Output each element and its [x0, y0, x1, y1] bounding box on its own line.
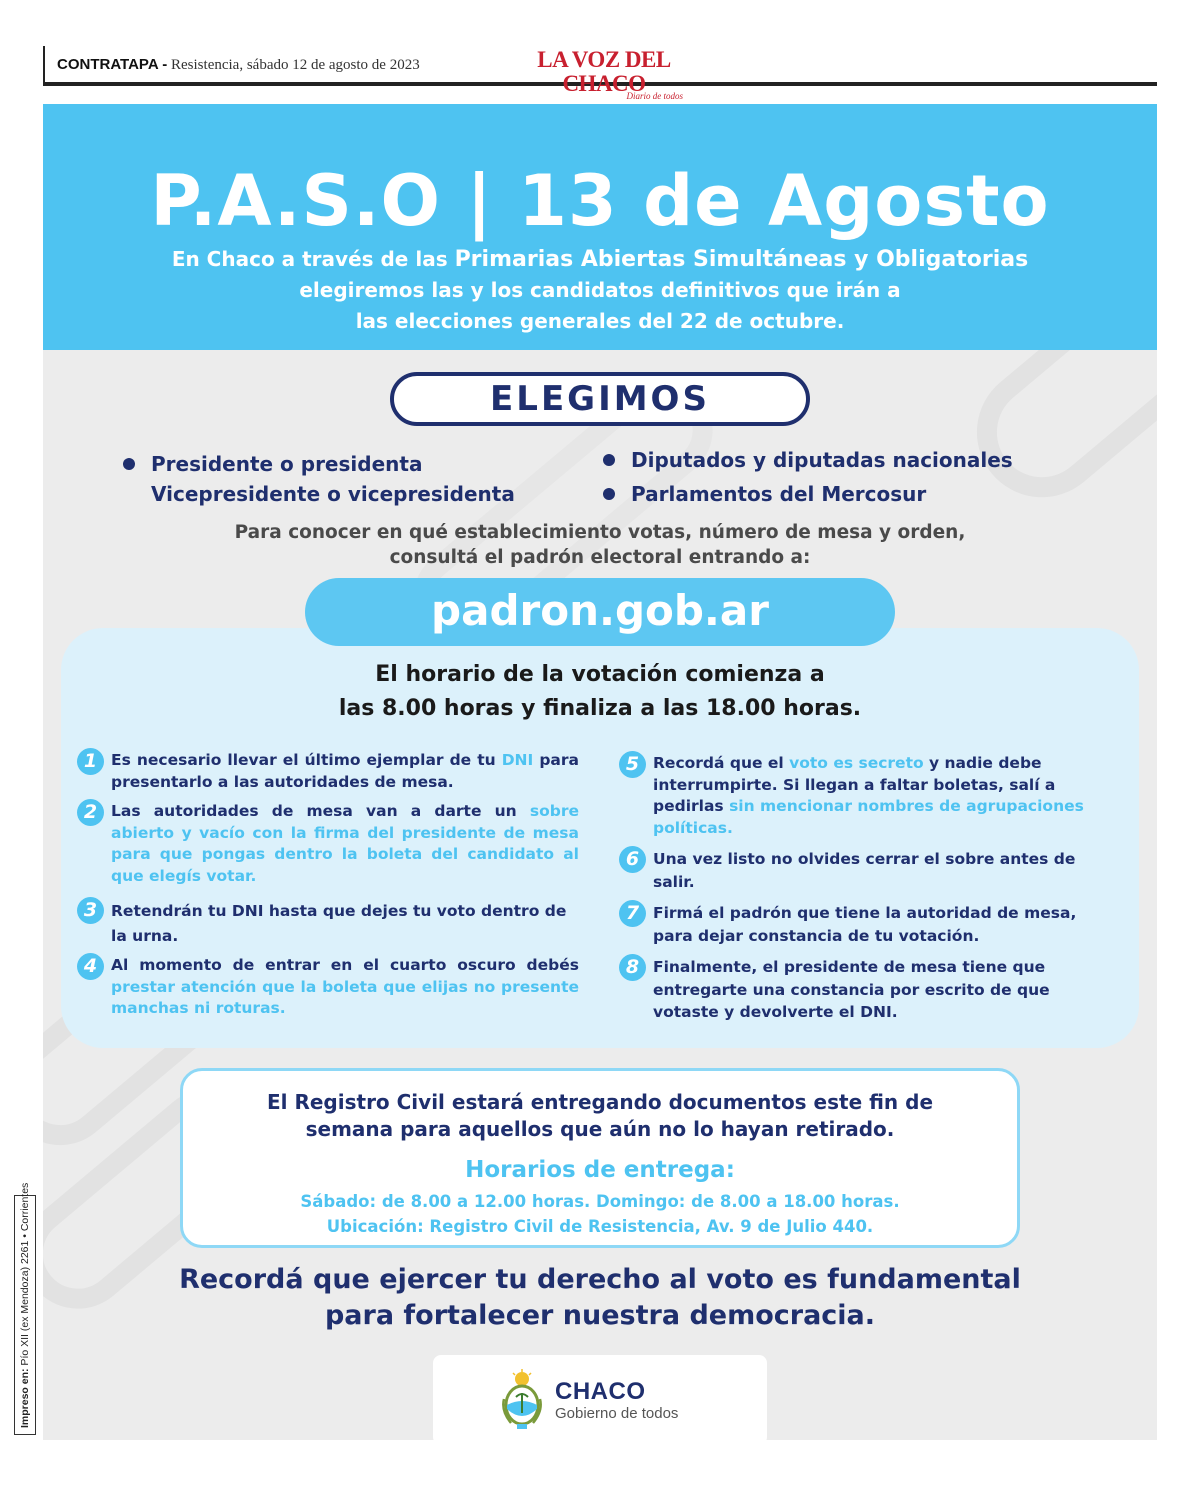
- consult-line-1: Para conocer en qué establecimiento votas, número de mesa y orden,: [234, 522, 966, 543]
- registro-line-2: semana para aquellos que aún no lo hayan retirado.: [305, 1117, 895, 1141]
- newspaper-tagline: Diario de todos: [626, 91, 683, 101]
- closing-message: [43, 1262, 1157, 1334]
- step-number-badge: 7: [619, 900, 646, 927]
- bullet-right-1: [631, 445, 1013, 475]
- chaco-logo-card: [433, 1355, 767, 1440]
- step-number-badge: 5: [619, 751, 646, 778]
- bullet-mercosur: Parlamentos del Mercosur: [631, 482, 927, 506]
- intro-prefix: En Chaco a través de las: [171, 247, 448, 271]
- step-3: 3 Retendrán tu DNI hasta que dejes tu voto dentro de la urna.: [111, 899, 579, 949]
- chaco-crest-icon: [499, 1369, 545, 1431]
- consult-line-2: consultá el padrón electoral entrando a:: [389, 547, 811, 568]
- bullet-left: [151, 449, 515, 509]
- step-4: 4 Al momento de entrar en el cuarto oscuro debés prestar atención que la boleta que elijas no presente manchas ni roturas.: [111, 955, 579, 1020]
- step-number-badge: 1: [77, 748, 104, 775]
- consult-text: [43, 520, 1157, 570]
- closing-line-2: para fortalecer nuestra democracia.: [324, 1300, 876, 1331]
- padron-url[interactable]: padron.gob.ar: [305, 578, 895, 646]
- printer-credit-text: Pío XII (ex Mendoza) 2261 • Corrientes: [19, 1182, 31, 1366]
- step-8: 8 Finalmente, el presidente de mesa tiene que entregarte una constancia por escrito de que votaste y devolverte el DNI.: [653, 956, 1093, 1024]
- page-title: P.A.S.O | 13 de Agosto: [150, 160, 1050, 242]
- step-number-badge: 4: [77, 953, 104, 980]
- intro-line-3: las elecciones generales del 22 de octubre.: [355, 309, 845, 333]
- step-number-badge: 2: [77, 799, 104, 826]
- registro-text: [183, 1089, 1017, 1143]
- step-number-badge: 8: [619, 954, 646, 981]
- registro-civil-box: [180, 1068, 1020, 1248]
- voting-schedule: [61, 658, 1139, 726]
- newspaper-name: LA VOZ DEL CHACO: [537, 47, 671, 96]
- step-number-badge: 3: [77, 897, 104, 924]
- bullet-diputados: Diputados y diputadas nacionales: [631, 448, 1013, 472]
- bullet-right-2: [631, 479, 926, 509]
- bullet-vicepresidente: Vicepresidente o vicepresidenta: [151, 482, 515, 506]
- bullet-presidente: Presidente o presidenta: [151, 452, 423, 476]
- elegimos-heading: ELEGIMOS: [390, 372, 810, 426]
- header-band: [43, 104, 1157, 350]
- step-2: 2 Las autoridades de mesa van a darte un sobre abierto y vacío con la firma del presidente de mesa para que pongas dentro la boleta del candidato al que elegís votar.: [111, 801, 579, 887]
- step-5: 5 Recordá que el voto es secreto y nadie debe interrumpirte. Si llegan a faltar boletas, salí a pedirlas sin mencionar nombres de agrupaciones políticas.: [653, 753, 1093, 839]
- chaco-name: CHACO: [555, 1378, 646, 1405]
- intro-text: [43, 244, 1157, 337]
- registro-heading: Horarios de entrega:: [465, 1157, 735, 1183]
- schedule-line-2: las 8.00 horas y finaliza a las 18.00 horas.: [338, 696, 862, 721]
- masthead-date: Resistencia, sábado 12 de agosto de 2023: [171, 57, 420, 73]
- intro-highlight: Primarias Abiertas Simultáneas y Obligatorias: [454, 247, 1029, 272]
- newspaper-masthead: [43, 46, 1157, 101]
- closing-line-1: Recordá que ejercer tu derecho al voto es fundamental: [179, 1264, 1021, 1295]
- step-6: 6 Una vez listo no olvides cerrar el sobre antes de salir.: [653, 848, 1093, 894]
- registro-location: Ubicación: Registro Civil de Resistencia, Av. 9 de Julio 440.: [326, 1217, 874, 1236]
- registro-line-1: El Registro Civil estará entregando documentos este fin de: [266, 1090, 934, 1114]
- printer-credit-label: Impreso en:: [19, 1368, 31, 1428]
- paso-poster: [43, 104, 1157, 1440]
- bullet-dot-icon: [603, 454, 615, 466]
- masthead-section: CONTRATAPA -: [57, 56, 168, 73]
- chaco-tagline: Gobierno de todos: [555, 1405, 679, 1422]
- masthead-dateline: [57, 56, 420, 74]
- registro-hours: [183, 1189, 1017, 1239]
- bullet-dot-icon: [123, 458, 135, 470]
- voting-info-panel: [61, 628, 1139, 1048]
- newspaper-logo: [519, 48, 689, 101]
- registro-hours-line: Sábado: de 8.00 a 12.00 horas. Domingo: de 8.00 a 18.00 horas.: [300, 1192, 900, 1211]
- intro-line-2: elegiremos las y los candidatos definitivos que irán a: [299, 278, 901, 302]
- schedule-line-1: El horario de la votación comienza a: [375, 662, 825, 687]
- step-1: 1 Es necesario llevar el último ejemplar de tu DNI para presentarlo a las autoridades de mesa.: [111, 750, 579, 793]
- bullet-dot-icon: [603, 488, 615, 500]
- printer-credit: [14, 1182, 36, 1435]
- step-number-badge: 6: [619, 846, 646, 873]
- step-7: 7 Firmá el padrón que tiene la autoridad de mesa, para dejar constancia de tu votación.: [653, 902, 1093, 948]
